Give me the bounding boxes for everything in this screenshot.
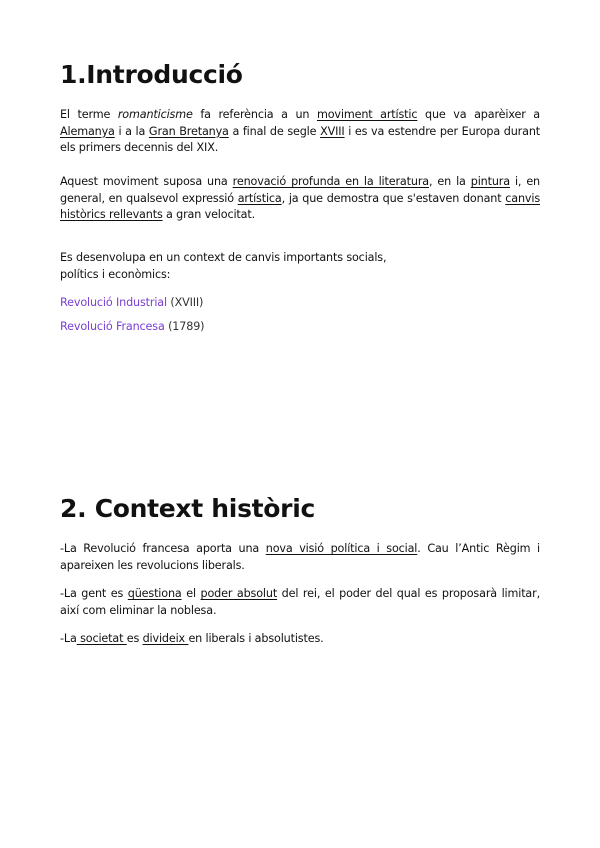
text-run: , ja que demostra que s'estaven donant	[281, 191, 506, 205]
underlined-term: Gran Bretanya	[148, 124, 229, 138]
section-title-introduction: 1.Introducció	[60, 60, 243, 89]
text-run: . Cau l’Antic Règim i apareixen les revolucions liberals.	[60, 542, 540, 572]
revolution-name: Revolució Industrial	[60, 296, 167, 309]
text-run: i es va estendre per Europa durant els primers decennis del XIX.	[60, 124, 541, 154]
text-run: El terme	[60, 108, 118, 121]
text-run: fa referència a un	[192, 108, 317, 121]
underlined-term: Alemanya	[60, 124, 115, 138]
intro-paragraph-2	[60, 174, 540, 224]
text-run: en liberals i absolutistes.	[188, 632, 324, 645]
context-paragraph-1	[60, 541, 540, 574]
text-run: i, en general, en qualsevol expressió	[60, 175, 540, 205]
context-paragraph-2	[60, 586, 540, 619]
text-run: del rei, el poder del qual es proposarà limitar, així com eliminar la noblesa.	[60, 587, 540, 617]
text-run: es	[126, 632, 143, 645]
context-paragraph-3	[60, 631, 540, 648]
underlined-term: renovació profunda en la literatura	[232, 175, 429, 188]
text-run: -La	[60, 632, 77, 645]
underlined-term: XVIII	[320, 124, 345, 138]
text-run: a final de segle	[228, 124, 321, 138]
text-run: , en la	[428, 175, 471, 188]
text-run: el	[181, 587, 201, 600]
revolution-item	[60, 295, 203, 311]
text-run: -La gent es	[60, 587, 128, 600]
italic-term: romanticisme	[117, 108, 193, 121]
text-run: i a la	[114, 124, 149, 138]
text-run: a gran velocitat.	[162, 208, 255, 221]
section-title-historical-context: 2. Context històric	[60, 494, 315, 523]
revolution-item	[60, 319, 204, 335]
underlined-term: moviment artístic	[316, 108, 418, 121]
revolution-name: Revolució Francesa	[60, 320, 165, 333]
underlined-term: pintura	[470, 175, 510, 188]
text-run: -La Revolució francesa aporta una	[60, 542, 266, 555]
underlined-term: divideix	[142, 632, 189, 645]
underlined-term: artística	[237, 191, 282, 205]
revolution-date: (1789)	[164, 320, 205, 333]
revolution-date: (XVIII)	[166, 296, 204, 309]
text-run: que va aparèixer a	[417, 108, 540, 121]
underlined-term: societat	[76, 632, 127, 645]
text-run: Aquest moviment suposa una	[60, 175, 233, 188]
underlined-term: canvis històrics rellevants	[60, 191, 541, 221]
underlined-term: qüestiona	[127, 587, 182, 600]
intro-paragraph-3	[60, 249, 480, 283]
underlined-term: nova visió política i social	[265, 542, 418, 555]
text-line: polítics i econòmics:	[60, 268, 171, 281]
text-line: Es desenvolupa en un context de canvis importants socials,	[60, 251, 387, 264]
underlined-term: poder absolut	[200, 587, 278, 600]
intro-paragraph-1	[60, 107, 540, 157]
